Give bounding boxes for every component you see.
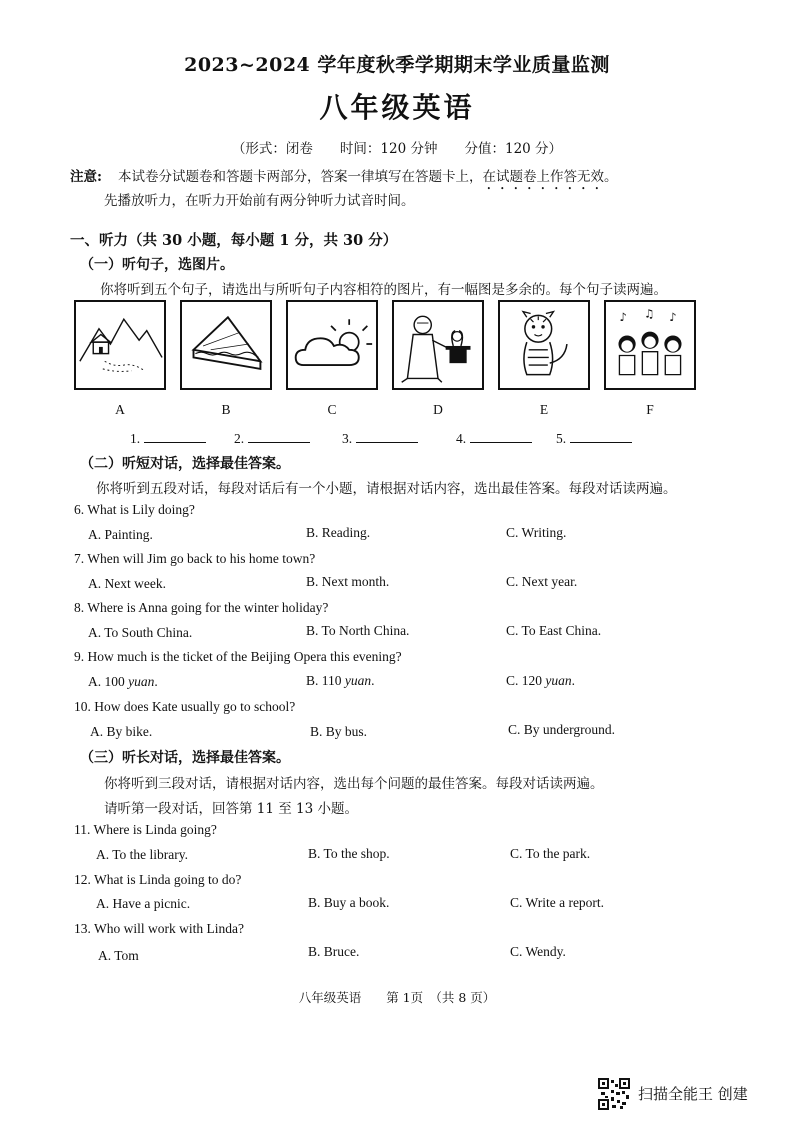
part1-instruction: 你将听到五个句子，请选出与所听句子内容相符的图片，有一幅图是多余的。每个句子读两遍。 bbox=[100, 282, 667, 298]
blank-number: 2. bbox=[234, 431, 245, 446]
page-footer: 八年级英语 第 1页 （共 8 页） bbox=[298, 990, 496, 1005]
option-6a[interactable]: A. Painting. bbox=[88, 527, 153, 542]
picture-f bbox=[604, 300, 696, 390]
scanner-watermark: 扫描全能王 创建 bbox=[638, 1085, 748, 1103]
option-12a[interactable]: A. Have a picnic. bbox=[96, 896, 191, 911]
subject-title: 八年级英语 bbox=[319, 91, 475, 124]
note-line-1-text: 本试卷分试题卷和答题卡两部分，答案一律填写在答题卡上， bbox=[118, 169, 483, 185]
option-13c[interactable]: C. Wendy. bbox=[510, 944, 566, 959]
picture-a bbox=[74, 300, 166, 390]
option-9b[interactable] bbox=[306, 673, 375, 689]
cloud-sun-icon bbox=[288, 302, 376, 388]
picture-letter-b: B bbox=[221, 402, 231, 417]
picture-letter-f: F bbox=[646, 402, 654, 417]
option-9a-end: . bbox=[154, 674, 158, 689]
answer-blank-5[interactable] bbox=[556, 428, 632, 447]
picture-e bbox=[498, 300, 590, 390]
option-10c[interactable]: C. By underground. bbox=[508, 722, 615, 737]
option-10b[interactable]: B. By bus. bbox=[310, 724, 368, 739]
option-11b[interactable]: B. To the shop. bbox=[308, 846, 390, 861]
tiger-icon bbox=[500, 302, 588, 388]
option-9c-end: . bbox=[571, 673, 576, 688]
option-9c[interactable] bbox=[506, 673, 575, 689]
option-8c[interactable]: C. To East China. bbox=[506, 623, 602, 638]
magician-icon bbox=[394, 302, 482, 388]
question-11: 11. Where is Linda going? bbox=[74, 822, 217, 837]
option-8a[interactable]: A. To South China. bbox=[88, 625, 193, 640]
option-9b-unit: yuan bbox=[344, 673, 372, 688]
part2-instruction: 你将听到五段对话，每段对话后有一个小题，请根据对话内容，选出最佳答案。每段对话读两遍。 bbox=[96, 481, 677, 497]
option-9a-text: A. 100 bbox=[88, 674, 129, 689]
part1-title: （一）听句子，选图片。 bbox=[80, 257, 234, 273]
note-label: 注意: bbox=[70, 169, 102, 185]
svg-text:♪: ♪ bbox=[669, 310, 677, 325]
option-6c[interactable]: C. Writing. bbox=[506, 525, 567, 540]
part3-instruction: 你将听到三段对话，请根据对话内容，选出每个问题的最佳答案。每段对话读两遍。 bbox=[104, 776, 604, 792]
question-12: 12. What is Linda going to do? bbox=[74, 872, 242, 887]
option-12c[interactable]: C. Write a report. bbox=[510, 895, 605, 910]
answer-blank-1[interactable] bbox=[130, 428, 206, 447]
picture-c bbox=[286, 300, 378, 390]
picture-letter-e: E bbox=[539, 402, 549, 417]
question-7: 7. When will Jim go back to his home town? bbox=[74, 551, 316, 566]
note-line-1-end: 。 bbox=[604, 169, 618, 185]
answer-blank-4[interactable] bbox=[456, 428, 532, 447]
answer-blank-3[interactable] bbox=[342, 428, 418, 447]
exam-info: （形式：闭卷 时间：120 分钟 分值：120 分） bbox=[231, 141, 563, 157]
option-7b[interactable]: B. Next month. bbox=[306, 574, 390, 589]
exam-title: 2023~2024 学年度秋季学期期末学业质量监测 bbox=[184, 54, 610, 76]
part3-instruction-2: 请听第一段对话，回答第 11 至 13 小题。 bbox=[104, 801, 359, 817]
svg-text:♫: ♫ bbox=[644, 306, 655, 321]
blank-number: 3. bbox=[342, 431, 353, 446]
question-9: 9. How much is the ticket of the Beijing Opera this evening? bbox=[74, 649, 402, 664]
blank-number: 1. bbox=[130, 431, 141, 446]
picture-b bbox=[180, 300, 272, 390]
option-7a[interactable]: A. Next week. bbox=[88, 576, 166, 591]
option-9c-text: C. 120 bbox=[506, 673, 546, 688]
question-13: 13. Who will work with Linda? bbox=[74, 921, 244, 936]
note-line-1-emphasis: 在试题卷上作答无效 bbox=[482, 169, 604, 185]
picture-letter-d: D bbox=[433, 402, 443, 417]
question-6: 6. What is Lily doing? bbox=[74, 502, 195, 517]
option-8b[interactable]: B. To North China. bbox=[306, 623, 410, 638]
option-9a[interactable] bbox=[88, 674, 158, 690]
section-listening-title: 一、听力（共 30 小题，每小题 1 分，共 30 分） bbox=[70, 232, 398, 249]
picture-d bbox=[392, 300, 484, 390]
answer-blank-2[interactable] bbox=[234, 428, 310, 447]
question-8: 8. Where is Anna going for the winter holiday? bbox=[74, 600, 329, 615]
option-9b-text: B. 110 bbox=[306, 673, 345, 688]
option-11a[interactable]: A. To the library. bbox=[96, 847, 189, 862]
option-12b[interactable]: B. Buy a book. bbox=[308, 895, 390, 910]
svg-text:♪: ♪ bbox=[619, 310, 627, 325]
option-11c[interactable]: C. To the park. bbox=[510, 846, 591, 861]
picture-letter-a: A bbox=[115, 402, 125, 417]
picture-letter-c: C bbox=[327, 402, 337, 417]
children-singing-icon bbox=[606, 302, 694, 388]
part2-title: （二）听短对话，选择最佳答案。 bbox=[80, 456, 290, 472]
part3-title: （三）听长对话，选择最佳答案。 bbox=[80, 750, 290, 766]
option-9b-end: . bbox=[371, 673, 375, 688]
option-9c-unit: yuan bbox=[545, 673, 572, 688]
sandwich-icon bbox=[182, 302, 270, 388]
option-13b[interactable]: B. Bruce. bbox=[308, 944, 360, 959]
option-7c[interactable]: C. Next year. bbox=[506, 574, 578, 589]
option-10a[interactable]: A. By bike. bbox=[90, 724, 153, 739]
question-10: 10. How does Kate usually go to school? bbox=[74, 699, 296, 714]
note-line-2: 先播放听力，在听力开始前有两分钟听力试音时间。 bbox=[104, 193, 415, 209]
house-mountain-icon bbox=[76, 302, 164, 388]
blank-number: 5. bbox=[556, 431, 567, 446]
option-9a-unit: yuan bbox=[128, 674, 155, 689]
option-13a[interactable]: A. Tom bbox=[98, 948, 139, 963]
blank-number: 4. bbox=[456, 431, 467, 446]
option-6b[interactable]: B. Reading. bbox=[306, 525, 371, 540]
qr-code-icon bbox=[598, 1078, 630, 1110]
